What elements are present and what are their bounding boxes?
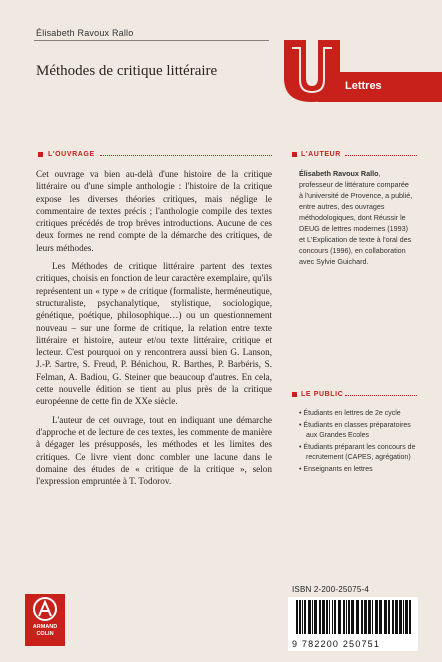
- publisher-name: ARMAND COLIN: [32, 624, 58, 637]
- auteur-name: Élisabeth Ravoux Rallo: [299, 169, 379, 178]
- list-item: • Étudiants en classes préparatoires aux Grandes Ecoles: [299, 422, 411, 439]
- series-label: Lettres: [345, 80, 382, 92]
- publisher-logo: [25, 594, 65, 646]
- barcode-digits: 9 782200 250751: [292, 639, 381, 649]
- section-divider: [100, 155, 272, 156]
- ouvrage-paragraph: L'auteur de cet ouvrage, tout en indiquant une démarche d'approche et de lecture de ces textes, les commente de manière à dégager les présupposés, les méthodes et les limites des critiques. Ce livre vient donc combler une lacune dans le domaine des études de « critique de la critique », selon l'expression empruntée à T. Todorov.: [36, 414, 272, 487]
- list-item: • Étudiants en lettres de 2e cycle: [299, 410, 401, 417]
- section-marker-icon: [292, 392, 297, 397]
- public-list: [299, 409, 417, 477]
- auteur-body: [299, 168, 414, 267]
- barcode-icon: [288, 597, 418, 637]
- list-item: • Enseignants en lettres: [299, 466, 373, 473]
- author-name-header: Élisabeth Ravoux Rallo: [36, 28, 134, 38]
- ouvrage-paragraph: Cet ouvrage va bien au-delà d'une histoire de la critique littéraire ou d'une simple anthologie : l'histoire de la critique expose les diverses théories critiques, mais néglige le commentaire de textes précis ; l'anthologie compile des textes critiques précédés de trop brèves introductions. Aucune de ces deux formes ne rend compte de la démarche des critiques, de leurs méthodes.: [36, 169, 272, 253]
- list-item: • Étudiants préparant les concours de recrutement (CAPES, agrégation): [299, 444, 416, 461]
- book-title: Méthodes de critique littéraire: [36, 63, 218, 79]
- publisher-emblem-icon: [25, 594, 65, 624]
- section-divider: [345, 395, 417, 396]
- isbn: ISBN 2-200-25075-4: [292, 585, 369, 594]
- series-logo-icon: [282, 38, 342, 104]
- section-heading-auteur: L'AUTEUR: [301, 151, 341, 158]
- section-marker-icon: [292, 152, 297, 157]
- section-divider: [345, 155, 417, 156]
- auteur-bio: , professeur de littérature comparée à l'université de Provence, a publié, entre autres, des ouvrages méthodologiques, dont Réussir le DEUG de lettres modernes (1993) et L'Explication de texte à l'oral des concours (1996), en collaboration avec Sylvie Guichard.: [299, 169, 413, 266]
- section-heading-ouvrage: L'OUVRAGE: [48, 151, 95, 158]
- section-marker-icon: [38, 152, 43, 157]
- header-rule: [34, 40, 269, 41]
- ouvrage-body: [36, 168, 272, 493]
- ouvrage-paragraph: Les Méthodes de critique littéraire partent des textes critiques, choisis en fonction de leur caractère exemplaire, qu'ils représentent un « type » de critique (formaliste, herméneutique, structuraliste, psychanalytique, stylistique, sociologique, génétique, poétique, philosophique…) ou un questionnement nouveau – sur une forme de critique, la relation entre texte littéraire et histoire, auteur et/ou texte littéraire, critique et lecteur. C'est pourquoi on y rencontrera aussi bien G. Lanson, J.-P. Sartre, S. Freud, P. Bénichou, R. Barthes, P. Barbéris, S. Felman, A. Badiou, G. Steiner que beaucoup d'autres. En cela, cette nouvelle édition se tient au plus près de la critique européenne de cette fin de XXe siècle.: [36, 261, 272, 407]
- section-heading-public: LE PUBLIC: [301, 391, 344, 398]
